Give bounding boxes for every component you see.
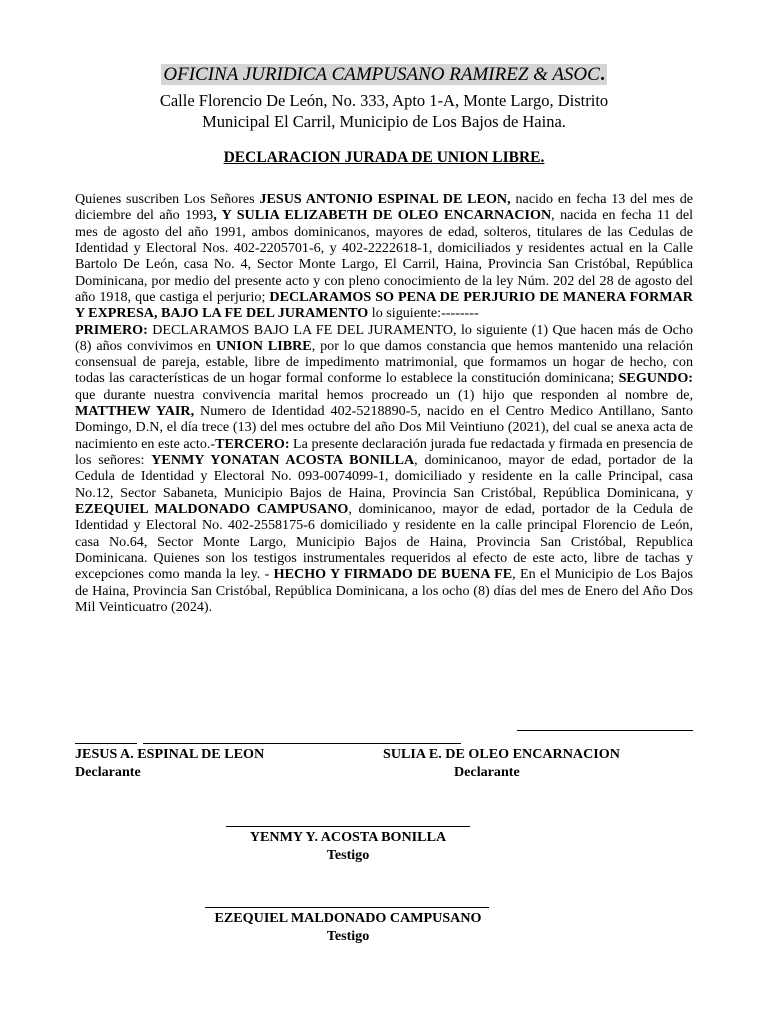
document-title: DECLARACION JURADA DE UNION LIBRE. xyxy=(223,149,545,166)
body-text: , nacida en fecha 11 del mes de agosto del año 1991, ambos dominicanos, mayores de edad, solteros, titulares de las Cedulas de Identidad y Electoral Nos. 402-2205701-6, y 402-2222618-1, domiciliados y residentes actual en la Calle Bartolo De León, casa No. 4, Sector Monte Largo, El Carril, Haina, Provincia San Cristóbal, República Dominicana, por medio del presente acto y con pleno conocimiento de la ley Núm. 202 del 28 de agosto del año 1918, que castiga el perjurio; xyxy=(75,207,693,305)
body-text: lo siguiente:-------- xyxy=(368,305,479,322)
union-libre-term: UNION LIBRE xyxy=(215,337,312,354)
child-name: MATTHEW YAIR, xyxy=(75,403,195,420)
witness-name: YENMY YONATAN ACOSTA BONILLA xyxy=(151,452,415,468)
body-text: Numero de Identidad 402-5218890-5, nacido en el Centro Medico Antillano, Santo Domingo, D.N, el día trece (13) del mes octubre del año Dos Mil Veintiuno (2021), del cual se anexa acta de nacimiento en este acto.- xyxy=(75,403,693,452)
signature-line-right-upper xyxy=(517,730,693,731)
declaration-body xyxy=(75,191,693,615)
body-text: Quienes suscriben Los Señores xyxy=(75,191,260,207)
office-name xyxy=(0,64,768,86)
body-text: , dominicanoo, mayor de edad, portador de la Cedula de Identidad y Electoral No. 093-0074099-1, domiciliado y residente en la calle Principal, casa No.12, Sector Sabaneta, Municipio Bajos de Haina, Provincia San Cristóbal, República Dominicana, y xyxy=(75,452,693,501)
declarant-1-role: Declarante xyxy=(75,764,141,780)
declarant-1-signature-name: JESUS A. ESPINAL DE LEON xyxy=(75,746,265,762)
office-address xyxy=(0,90,768,132)
declarant-2-signature-name: SULIA E. DE OLEO ENCARNACION xyxy=(383,746,620,762)
witness-1-signature-line xyxy=(226,826,470,827)
witness-2-signature-name: EZEQUIEL MALDONADO CAMPUSANO xyxy=(214,910,482,926)
clause-label-segundo: SEGUNDO: xyxy=(618,370,693,387)
witness-name: EZEQUIEL MALDONADO CAMPUSANO xyxy=(75,500,349,517)
signature-line-left-b xyxy=(143,743,461,744)
signature-line-left-a xyxy=(75,743,137,744)
office-name-period: . xyxy=(600,64,606,85)
signed-statement: HECHO Y FIRMADO DE BUENA FE xyxy=(273,566,513,583)
declarant-name: JESUS ANTONIO ESPINAL DE LEON, xyxy=(259,191,511,207)
address-line-2: Municipal El Carril, Municipio de Los Bajos de Haina. xyxy=(202,112,566,131)
office-name-text: OFICINA JURIDICA CAMPUSANO RAMIREZ & ASOC xyxy=(163,64,600,85)
office-name-highlight xyxy=(161,64,606,85)
body-text: , En el Municipio de Los Bajos de Haina, Provincia San Cristóbal, República Dominicana, a los ocho (8) días del mes de Enero del Año Dos Mil Veinticuatro (2024). xyxy=(75,566,693,615)
declarant-name: , Y SULIA ELIZABETH DE OLEO ENCARNACION xyxy=(213,207,552,224)
body-text: La presente declaración jurada fue redactada y firmada en presencia de los señores: xyxy=(75,435,693,468)
body-text: nacido en fecha 13 del mes de diciembre del año 1993 xyxy=(75,191,694,224)
declarant-2-role: Declarante xyxy=(454,764,520,780)
witness-2-signature-line xyxy=(205,907,489,908)
body-text: , dominicanoo, mayor de edad, portador de la Cedula de Identidad y Electoral No. 402-2558175-6 domiciliado y residente en la calle principal Florencio de León, casa No.64, Sector Monte Largo, Municipio Bajos de Haina, Provincia San Cristóbal, Republica Dominicana. Quienes son los testigos instrumentales requeridos al efecto de este acto, libre de tachas y excepciones como manda la ley. - xyxy=(75,500,693,583)
clause-label-tercero: TERCERO: xyxy=(215,435,290,452)
witness-1-role: Testigo xyxy=(326,847,370,863)
body-text: DECLARAMOS BAJO LA FE DEL JURAMENTO, lo siguiente (1) Que hacen más de Ocho (8) años convivimos en xyxy=(75,321,693,354)
clause-label-primero: PRIMERO: xyxy=(75,321,148,338)
body-text: que durante nuestra convivencia marital hemos procreado un (1) hijo que responden al nombre de, xyxy=(75,386,693,403)
witness-2-role: Testigo xyxy=(326,928,370,944)
body-text: , por lo que damos constancia que hemos mantenido una relación consensual de pareja, estable, libre de impedimento matrimonial, que formamos un hogar de hecho, con todas las características de un hogar formal conforme lo establece la constitución dominicana; xyxy=(75,337,693,387)
declaration-statement: DECLARAMOS SO PENA DE PERJURIO DE MANERA FORMAR Y EXPRESA, BAJO LA FE DEL JURAMENTO xyxy=(75,288,693,322)
witness-1-signature-name: YENMY Y. ACOSTA BONILLA xyxy=(249,829,447,845)
address-line-1: Calle Florencio De León, No. 333, Apto 1-A, Monte Largo, Distrito xyxy=(159,91,609,110)
